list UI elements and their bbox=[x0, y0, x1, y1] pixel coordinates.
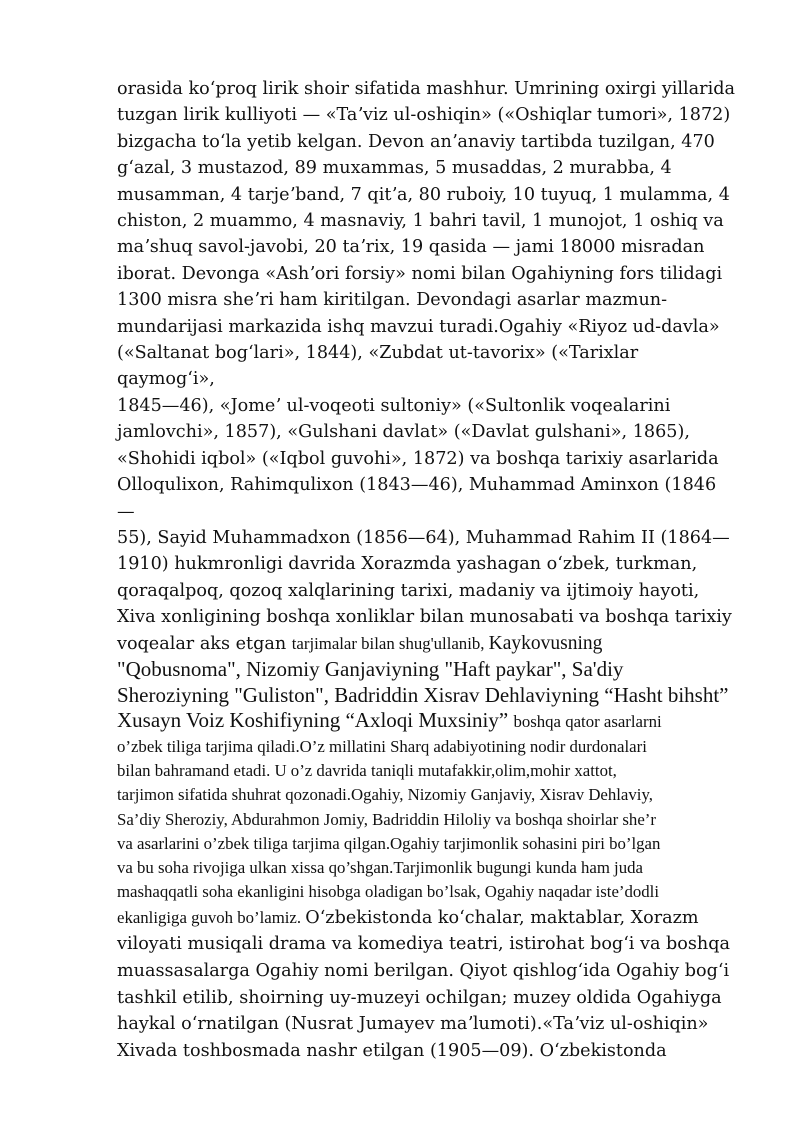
text-line: Xiva xonligining boshqa xonliklar bilan munosabati va boshqa tarixiy bbox=[117, 607, 732, 628]
text-line: iborat. Devonga «Ashʼori forsiy» nomi bilan Ogahiyning fors tilidagi bbox=[117, 263, 723, 284]
text-line: chiston, 2 muammo, 4 masnaviy, 1 bahri tavil, 1 munojot, 1 oshiq va bbox=[117, 211, 724, 232]
body-text bbox=[117, 76, 737, 1064]
text-line: va asarlarini o’zbek tiliga tarjima qilgan.Ogahiy tarjimonlik sohasini piri bo’lgan bbox=[117, 833, 661, 853]
text-line: "Qobusnoma", Nizomiy Ganjaviyning "Haft paykar", Sa'diy bbox=[117, 656, 624, 681]
text-line-mixed bbox=[117, 631, 737, 657]
text-line: orasida koʻproq lirik shoir sifatida mashhur. Umrining oxirgi yillarida bbox=[117, 79, 735, 99]
text-line: viloyati musiqali drama va komediya teatri, istirohat bogʻi va boshqa bbox=[117, 934, 730, 955]
text-line: tashkil etilib, shoirning uy-muzeyi ochilgan; muzey oldida Ogahiyga bbox=[117, 987, 722, 1008]
text-line: bilan bahramand etadi. U o’z davrida taniqli mutafakkir,olim,mohir xattot, bbox=[117, 761, 617, 780]
text-line: 55), Sayid Muhammadxon (1856—64), Muhammad Rahim II (1864— bbox=[117, 527, 730, 548]
text-line: 1910) hukmronligi davrida Xorazmda yashagan oʻzbek, turkman, bbox=[117, 554, 698, 575]
text-line: 1845—46), «Jomeʼ ul-voqeoti sultoniy» («Sultonlik voqealarini bbox=[117, 395, 671, 416]
text-line: 1300 misra sheʼri ham kiritilgan. Devondagi asarlar mazmun- bbox=[117, 290, 668, 311]
text-line: «Shohidi iqbol» («Iqbol guvohi», 1872) va boshqa tarixiy asarlarida bbox=[117, 448, 719, 469]
text-line: jamlovchi», 1857), «Gulshani davlat» («Davlat gulshani», 1865), bbox=[117, 422, 690, 443]
text-line: Sa’diy Sheroziy, Abdurahmon Jomiy, Badriddin Hiloliy va boshqa shoirlar she’r bbox=[117, 809, 656, 829]
paragraph-part-2 bbox=[117, 657, 737, 735]
text-span-small: boshqa qator asarlarni bbox=[513, 712, 662, 732]
text-line: tuzgan lirik kulliyoti — «Taʼviz ul-oshiqin» («Oshiqlar tumori», 1872) bbox=[117, 105, 731, 126]
paragraph-part-3 bbox=[117, 735, 737, 932]
text-line: o’zbek tiliga tarjima qiladi.O’z millatini Sharq adabiyotining nodir durdonalari bbox=[117, 736, 647, 756]
text-line: Xivada toshbosmada nashr etilgan (1905—09). Oʻzbekistonda bbox=[117, 1040, 667, 1061]
text-span: voqealar aks etgan bbox=[117, 633, 292, 654]
text-span-large: Kaykovusning bbox=[488, 632, 603, 654]
text-line: va bu soha rivojiga ulkan xissa qo’shgan.Tarjimonlik bugungi kunda ham juda bbox=[117, 858, 643, 878]
text-span: Oʻzbekistonda koʻchalar, maktablar, Xorazm bbox=[305, 907, 699, 928]
paragraph-part-1 bbox=[117, 76, 737, 631]
text-span-small: tarjimalar bilan shug'ullanib, bbox=[291, 633, 489, 653]
text-line: qoraqalpoq, qozoq xalqlarining tarixi, madaniy va ijtimoiy hayoti, bbox=[117, 580, 700, 601]
text-span-small: ekanligiga guvoh bo’lamiz. bbox=[117, 907, 306, 927]
text-line: gʻazal, 3 mustazod, 89 muxammas, 5 musaddas, 2 murabba, 4 bbox=[117, 158, 672, 179]
text-line: Olloqulixon, Rahimqulixon (1843—46), Muhammad Aminxon (1846 — bbox=[117, 475, 717, 522]
text-line: («Saltanat bogʻlari», 1844), «Zubdat ut-tavorix» («Tarixlar qaymogʻi», bbox=[117, 343, 639, 390]
text-line: mundarijasi markazida ishq mavzui turadi.Ogahiy «Riyoz ud-davla» bbox=[117, 316, 720, 337]
text-line: haykal oʻrnatilgan (Nusrat Jumayev maʼlumoti).«Taʼviz ul-oshiqin» bbox=[117, 1014, 709, 1035]
text-line-mixed bbox=[117, 708, 737, 735]
text-line: muassasalarga Ogahiy nomi berilgan. Qiyot qishlogʻida Ogahiy bogʻi bbox=[117, 960, 730, 981]
text-span-large: Xusayn Voiz Koshifiyning “Axloqi Muxsiniy” bbox=[117, 708, 514, 733]
text-line: tarjimon sifatida shuhrat qozonadi.Ogahiy, Nizomiy Ganjaviy, Xisrav Dehlaviy, bbox=[117, 785, 653, 805]
text-line: musamman, 4 tarjeʼband, 7 qitʼa, 80 ruboiy, 10 tuyuq, 1 mulamma, 4 bbox=[117, 184, 730, 205]
text-line: mashaqqatli soha ekanligini hisobga oladigan bo’lsak, Ogahiy naqadar iste’dodli bbox=[117, 882, 659, 902]
text-line: maʼshuq savol-javobi, 20 taʼrix, 19 qasida — jami 18000 misradan bbox=[117, 237, 705, 258]
text-line-mixed bbox=[117, 905, 737, 932]
text-line: Sheroziyning "Guliston", Badriddin Xisrav Dehlaviyning “Hasht bihsht” bbox=[117, 682, 729, 707]
paragraph-part-4 bbox=[117, 931, 737, 1064]
text-line: bizgacha toʻla yetib kelgan. Devon anʼanaviy tartibda tuzilgan, 470 bbox=[117, 131, 715, 152]
